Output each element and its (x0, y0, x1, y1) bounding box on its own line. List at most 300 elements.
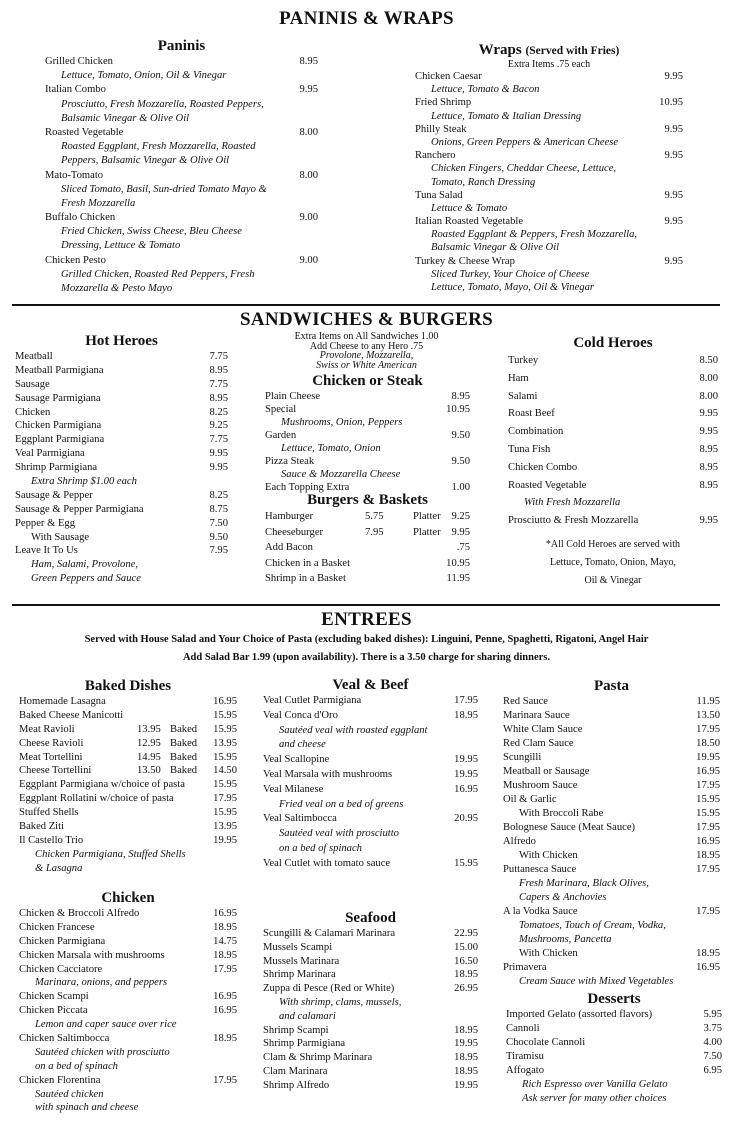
item-name: Ranchero (415, 150, 456, 162)
menu-item (503, 835, 720, 849)
item-description: Sautéed veal with prosciutto (279, 828, 399, 840)
item-description: Peppers, Balsamic Vinegar & Olive Oil (61, 155, 230, 167)
item-price: 13.50 (696, 710, 720, 721)
item-name: Imported Gelato (assorted flavors) (506, 1009, 653, 1020)
item-price: 26.95 (454, 983, 478, 995)
item-price: 17.95 (696, 780, 720, 791)
item-price: 19.95 (454, 1079, 478, 1091)
item-name: Eggplant Parmigiana w/choice of pasta (19, 779, 185, 791)
item-name: Il Castello Trio (19, 834, 84, 846)
entree-note: Add Salad Bar 1.99 (upon availability). There is a 3.50 charge for sharing dinners. (182, 652, 551, 663)
item-name: Mussels Marinara (263, 955, 340, 967)
menu-item (503, 709, 720, 723)
item-name: Cheese Tortellini (19, 765, 92, 777)
section-heading (19, 677, 237, 695)
item-name: Veal Milanese (263, 783, 324, 795)
item-name: Oil & Garlic (503, 794, 557, 805)
item-name: Sausage & Pepper Parmigiana (15, 503, 144, 515)
item-variant-name: With Chicken (519, 850, 578, 861)
item-name: Plain Cheese (265, 391, 321, 402)
item-name: Shrimp in a Basket (265, 573, 346, 585)
item-price: 18.95 (696, 948, 720, 959)
item-price: 17.95 (696, 822, 720, 833)
item-price: 9.95 (664, 123, 683, 135)
item-name: Scungilli (503, 752, 542, 763)
menu-item (415, 149, 683, 162)
item-name: Cheeseburger (265, 526, 324, 538)
item-name: Red Sauce (503, 696, 549, 707)
menu-item (265, 509, 470, 525)
menu-item (15, 392, 228, 406)
item-price-regular: 5.75 (365, 511, 384, 522)
section-heading (503, 677, 720, 695)
item-price: 17.95 (213, 1074, 237, 1086)
item-price: 16.95 (213, 991, 237, 1003)
item-description: Balsamic Vinegar & Olive Oil (431, 242, 560, 254)
item-price: 18.95 (454, 1024, 478, 1036)
item-price: 18.50 (696, 738, 720, 749)
menu-item (265, 540, 470, 556)
menu-item (265, 429, 470, 442)
section-note: Extra Items .75 each (507, 59, 591, 70)
item-price: 17.95 (696, 724, 720, 735)
item-price: 7.75 (209, 434, 228, 446)
menu-item (15, 544, 228, 558)
menu-item (503, 807, 720, 821)
menu-section-chicken-steak (265, 372, 470, 494)
menu-section-cold-heroes (508, 334, 718, 590)
menu-item (263, 812, 478, 827)
menu-section-baked (19, 677, 237, 876)
menu-item (415, 70, 683, 83)
item-name: Zuppa di Pesce (Red or White) (263, 983, 395, 995)
item-name: Chicken Pesto (45, 254, 106, 266)
item-name: Ham (508, 372, 529, 384)
item-price: 9.95 (664, 255, 683, 267)
item-name: Chicken Caesar (415, 71, 482, 82)
section-heading (45, 37, 318, 55)
menu-item (263, 927, 478, 941)
menu-item (15, 447, 228, 461)
section-heading (263, 676, 478, 694)
item-description: With Fresh Mozzarella (524, 497, 621, 509)
menu-item (15, 378, 228, 392)
item-alt-label: Baked (170, 751, 198, 763)
item-name: Chicken Scampi (19, 991, 89, 1003)
item-name: Chicken Cacciatore (19, 963, 103, 975)
menu-item (19, 1074, 237, 1088)
item-name: Mussels Scampi (263, 941, 333, 953)
item-price: 16.95 (696, 836, 720, 847)
item-name: White Clam Sauce (503, 724, 583, 735)
menu-item (265, 525, 470, 541)
item-price: 15.95 (454, 857, 478, 869)
item-price: 16.95 (213, 696, 237, 707)
item-name: Clam & Shrimp Marinara (263, 1052, 373, 1064)
item-price: 9.95 (664, 189, 683, 201)
item-description: Dressing, Lettuce & Tomato (61, 240, 181, 252)
item-price: 10.95 (446, 557, 470, 569)
item-price: 9.95 (664, 71, 683, 82)
menu-item (503, 905, 720, 919)
section-heading (508, 334, 718, 352)
item-description: on a bed of spinach (279, 842, 362, 854)
item-description: Ask server for many other choices (522, 1093, 667, 1104)
item-name: Marinara Sauce (503, 710, 570, 721)
menu-item (503, 947, 720, 961)
item-description: Prosciutto, Fresh Mozzarella, Roasted Peppers, (61, 98, 264, 110)
menu-item (19, 695, 237, 709)
item-name: Chicken Piccata (19, 1005, 88, 1017)
menu-item (503, 961, 720, 975)
item-price: 9.95 (451, 526, 470, 538)
menu-item (263, 1024, 478, 1038)
item-name: Shrimp Parmigiana (15, 462, 98, 474)
menu-item (506, 1050, 722, 1064)
item-price: 17.95 (213, 963, 237, 975)
item-name: Chicken Saltimbocca (19, 1033, 110, 1045)
item-name: Hamburger (265, 511, 314, 522)
item-name: Veal Parmigiana (15, 448, 85, 460)
item-name: Veal Conca d'Oro (263, 709, 338, 721)
menu-item (15, 419, 228, 433)
item-price: 20.95 (454, 813, 478, 825)
menu-item (263, 1079, 478, 1093)
menu-item (263, 768, 478, 783)
item-price: 16.95 (696, 766, 720, 777)
item-name: Prosciutto & Fresh Mozzarella (508, 515, 639, 527)
menu-item (19, 1004, 237, 1018)
item-name: Sausage (15, 378, 50, 390)
item-name: Tuna Salad (415, 189, 463, 201)
section-heading-text: Burgers & Baskets (307, 492, 428, 508)
menu-item (263, 753, 478, 768)
item-price: 19.95 (696, 752, 720, 763)
section-heading-text: Cold Heroes (573, 335, 653, 351)
entree-note: Served with House Salad and Your Choice of Pasta (excluding baked dishes): Linguini, Penne, Spaghetti, Rigatoni, Angel Hair (84, 634, 649, 645)
menu-item (503, 751, 720, 765)
menu-item (263, 1065, 478, 1079)
item-price: 8.50 (699, 355, 718, 366)
item-name: Roast Beef (508, 408, 555, 420)
item-price: 9.00 (299, 212, 318, 224)
item-price: 18.95 (454, 709, 478, 721)
item-name: Meat Tortellini (19, 751, 83, 763)
item-price: 19.95 (454, 1038, 478, 1050)
item-name: Homemade Lasagna (19, 696, 106, 707)
menu-item (19, 751, 237, 765)
item-price: 16.95 (696, 962, 720, 973)
menu-item (263, 783, 478, 798)
item-name: Chicken Combo (508, 461, 578, 473)
menu-item (19, 709, 237, 723)
menu-item (415, 215, 683, 228)
menu-item (508, 423, 718, 441)
item-name: Grilled Chicken (45, 56, 113, 67)
menu-item (19, 949, 237, 963)
item-name: Garden (265, 430, 297, 441)
item-price: 18.95 (213, 1033, 237, 1045)
item-name: Meat Ravioli (19, 723, 75, 735)
item-description: Extra Shrimp $1.00 each (31, 476, 137, 488)
item-variant-name: With Sausage (31, 531, 90, 543)
menu-item (263, 1037, 478, 1051)
menu-item (19, 907, 237, 921)
menu-item (503, 723, 720, 737)
item-name: Veal Cutlet with tomato sauce (263, 857, 391, 869)
menu-item (265, 403, 470, 416)
item-price: 9.95 (209, 448, 228, 460)
item-price: 14.50 (213, 765, 237, 777)
menu-item (15, 461, 228, 475)
section-footnote: Oil & Vinegar (584, 574, 642, 586)
menu-item (263, 1051, 478, 1065)
item-description: Fried veal on a bed of greens (279, 798, 404, 810)
item-price: 17.95 (696, 864, 720, 875)
item-name: Chicken & Broccoli Alfredo (19, 908, 140, 919)
item-alt-label: Baked (170, 723, 198, 735)
item-name: Chicken (15, 406, 51, 418)
item-price: 9.50 (209, 531, 228, 543)
item-name: Shrimp Parmigiana (263, 1038, 346, 1050)
menu-item (503, 863, 720, 877)
item-price: 8.95 (699, 479, 718, 491)
item-price: 17.95 (696, 906, 720, 917)
item-name: Chicken in a Basket (265, 557, 351, 569)
menu-item (506, 1036, 722, 1050)
menu-item (503, 779, 720, 793)
item-description: Roasted Eggplant & Peppers, Fresh Mozzarella, (431, 229, 638, 241)
item-name: Leave It To Us (15, 545, 78, 557)
item-name: Veal Cutlet Parmigiana (263, 695, 362, 706)
menu-item (265, 571, 470, 587)
item-name: Shrimp Alfredo (263, 1079, 330, 1091)
item-price: 11.95 (696, 696, 720, 707)
section-heading-text: Seafood (345, 910, 396, 926)
menu-item (508, 512, 718, 530)
item-description: Chicken Parmigiana, Stuffed Shells (35, 848, 186, 860)
item-price: 4.00 (703, 1037, 722, 1048)
item-name: Tiramisu (506, 1051, 544, 1062)
item-name: Eggplant Parmigiana (15, 434, 105, 446)
menu-section-paninis (45, 37, 318, 296)
item-price-regular: 13.95 (137, 723, 161, 735)
item-price: 8.95 (209, 364, 228, 376)
item-name: Sausage & Pepper (15, 489, 93, 501)
sandwich-note: Extra Items on All Sandwiches 1.00 (294, 331, 439, 342)
item-name: Turkey & Cheese Wrap (415, 255, 515, 267)
item-description: and cheese (279, 739, 326, 751)
item-description: with spinach and cheese (35, 1102, 139, 1114)
menu-item (19, 1032, 237, 1046)
item-price: 9.95 (299, 84, 318, 96)
section-heading (263, 909, 478, 927)
item-price: 18.95 (696, 850, 720, 861)
item-description: Lettuce, Tomato, Onion (281, 443, 381, 454)
sandwich-note: Add Cheese to any Hero .75 (309, 340, 424, 352)
item-alt-label: Platter (413, 526, 441, 538)
section-footnote: Lettuce, Tomato, Onion, Mayo, (549, 556, 677, 568)
item-price: 8.95 (299, 56, 318, 67)
item-alt-label: Baked (170, 737, 198, 749)
item-price: 9.95 (699, 408, 718, 420)
item-description: Lemon and caper sauce over rice (35, 1019, 177, 1031)
section-heading-text: Desserts (587, 991, 641, 1007)
menu-item (263, 968, 478, 982)
item-alt-label: Platter (413, 511, 441, 522)
item-price: 15.00 (454, 941, 478, 953)
item-name: Veal Scallopine (263, 754, 330, 766)
item-price: 8.95 (699, 461, 718, 473)
section-heading-subtitle: (Served with Fries) (525, 45, 620, 57)
item-price: 17.95 (213, 793, 237, 805)
item-description: Sliced Tomato, Basil, Sun-dried Tomato Mayo & (61, 183, 267, 195)
item-price: 18.95 (454, 1065, 478, 1077)
item-name: Turkey (508, 355, 539, 366)
item-price: 14.75 (213, 935, 237, 947)
section-title-paninis-wraps: PANINIS & WRAPS (279, 8, 454, 29)
item-price: 9.50 (451, 430, 470, 441)
item-description: With shrimp, clams, mussels, (279, 996, 402, 1008)
menu-item (45, 211, 318, 225)
menu-item (45, 55, 318, 69)
item-name: Red Clam Sauce (503, 738, 574, 749)
menu-item (15, 364, 228, 378)
item-description: Sautéed chicken (35, 1088, 104, 1100)
item-name: Veal Saltimbocca (263, 813, 337, 825)
item-price: 8.00 (699, 372, 718, 384)
item-price: 15.95 (213, 779, 237, 791)
item-name: Meatball Parmigiana (15, 364, 104, 376)
menu-section-veal (263, 676, 478, 872)
item-price: 8.75 (209, 503, 228, 515)
item-price-regular: 12.95 (137, 737, 161, 749)
section-heading (265, 372, 470, 390)
item-description: Tomatoes, Touch of Cream, Vodka, (519, 920, 666, 931)
menu-item (503, 821, 720, 835)
item-name: Cannoli (506, 1023, 540, 1034)
item-name: Veal Marsala with mushrooms (263, 768, 393, 780)
item-name: Puttanesca Sauce (503, 864, 577, 875)
item-description: Onions, Green Peppers & American Cheese (431, 136, 619, 148)
menu-item (415, 255, 683, 268)
item-name: Chicken Florentina (19, 1074, 101, 1086)
item-price: 7.75 (209, 378, 228, 390)
item-price: 8.00 (299, 126, 318, 138)
item-name: Sausage Parmigiana (15, 392, 101, 404)
section-heading (265, 491, 470, 509)
menu-item (508, 388, 718, 406)
item-description: Balsamic Vinegar & Olive Oil (61, 112, 190, 124)
menu-item (19, 723, 237, 737)
item-price: 8.25 (209, 489, 228, 501)
menu-item (19, 764, 237, 778)
item-description: Lettuce & Tomato (431, 202, 508, 214)
item-description: Mozzarella & Pesto Mayo (61, 283, 173, 294)
item-price: 8.95 (699, 443, 718, 455)
item-name: Roasted Vegetable (45, 126, 124, 138)
item-name: Italian Roasted Vegetable (415, 216, 524, 228)
item-description: Roasted Eggplant, Fresh Mozzarella, Roasted (61, 141, 256, 153)
menu-item (15, 489, 228, 503)
menu-item (19, 834, 237, 848)
menu-item (263, 709, 478, 724)
item-price: 15.95 (213, 723, 237, 735)
item-variant-name: With Broccoli Rabe (519, 808, 604, 819)
menu-item (508, 477, 718, 495)
menu-section-hot-heroes (15, 332, 228, 586)
item-price-regular: 14.95 (137, 751, 161, 763)
item-price: 3.75 (703, 1023, 722, 1034)
menu-item (508, 370, 718, 388)
item-name: Add Bacon (265, 542, 313, 554)
item-description: Cream Sauce with Mixed Vegetables (519, 976, 674, 987)
menu-item (15, 433, 228, 447)
item-price: 15.95 (213, 751, 237, 763)
item-name: Primavera (503, 962, 547, 973)
menu-item (263, 941, 478, 955)
item-price: 15.95 (696, 794, 720, 805)
item-name: Shrimp Marinara (263, 969, 336, 981)
item-description: Lettuce, Tomato, Mayo, Oil & Vinegar (431, 282, 595, 293)
menu-item (503, 737, 720, 751)
section-heading (415, 41, 683, 60)
menu-section-pasta (503, 677, 720, 989)
menu-section-desserts (506, 990, 722, 1106)
menu-item (45, 169, 318, 183)
menu-item (45, 83, 318, 97)
menu-item (15, 350, 228, 364)
section-heading-text: Baked Dishes (84, 678, 172, 694)
item-price: 16.50 (454, 955, 478, 967)
item-price: 9.00 (299, 254, 318, 266)
item-price: 10.95 (659, 97, 683, 109)
item-description: Marinara, onions, and peppers (35, 977, 168, 989)
section-heading-text: Chicken or Steak (312, 373, 423, 389)
item-price: 16.95 (454, 783, 478, 795)
menu-item (19, 820, 237, 834)
item-description: Lettuce, Tomato & Bacon (431, 84, 540, 96)
item-description: on a bed of spinach (35, 1060, 118, 1072)
menu-item (506, 1008, 722, 1022)
item-description: Chicken Fingers, Cheddar Cheese, Lettuce, (431, 163, 617, 175)
menu-section-chicken (19, 889, 237, 1115)
item-description: Rich Espresso over Vanilla Gelato (522, 1079, 668, 1090)
menu-item (19, 806, 237, 820)
section-footnote: *All Cold Heroes are served with (545, 538, 681, 550)
item-description: Fried Chicken, Swiss Cheese, Bleu Cheese (61, 226, 242, 238)
menu-section-wraps (415, 41, 683, 294)
item-price: 9.95 (209, 462, 228, 474)
item-price: 9.95 (664, 216, 683, 228)
section-title-sandwiches: SANDWICHES & BURGERS (239, 309, 494, 330)
item-price: 9.95 (699, 426, 718, 438)
item-name: Special (265, 404, 297, 415)
item-name: Eggplant Rollatini w/choice of pasta (19, 793, 174, 805)
item-description: Green Peppers and Sauce (31, 573, 141, 585)
item-price: 1.00 (451, 482, 470, 493)
menu-item (415, 123, 683, 136)
item-name: Italian Combo (45, 84, 106, 96)
item-price: 13.95 (213, 821, 237, 833)
item-name: Mushroom Sauce (503, 780, 578, 791)
menu-item (506, 1064, 722, 1078)
item-name: Baked Ziti (19, 821, 65, 833)
section-heading (506, 990, 722, 1008)
menu-item (19, 792, 237, 806)
section-divider (12, 604, 720, 606)
item-name: Pizza Steak (265, 456, 315, 467)
